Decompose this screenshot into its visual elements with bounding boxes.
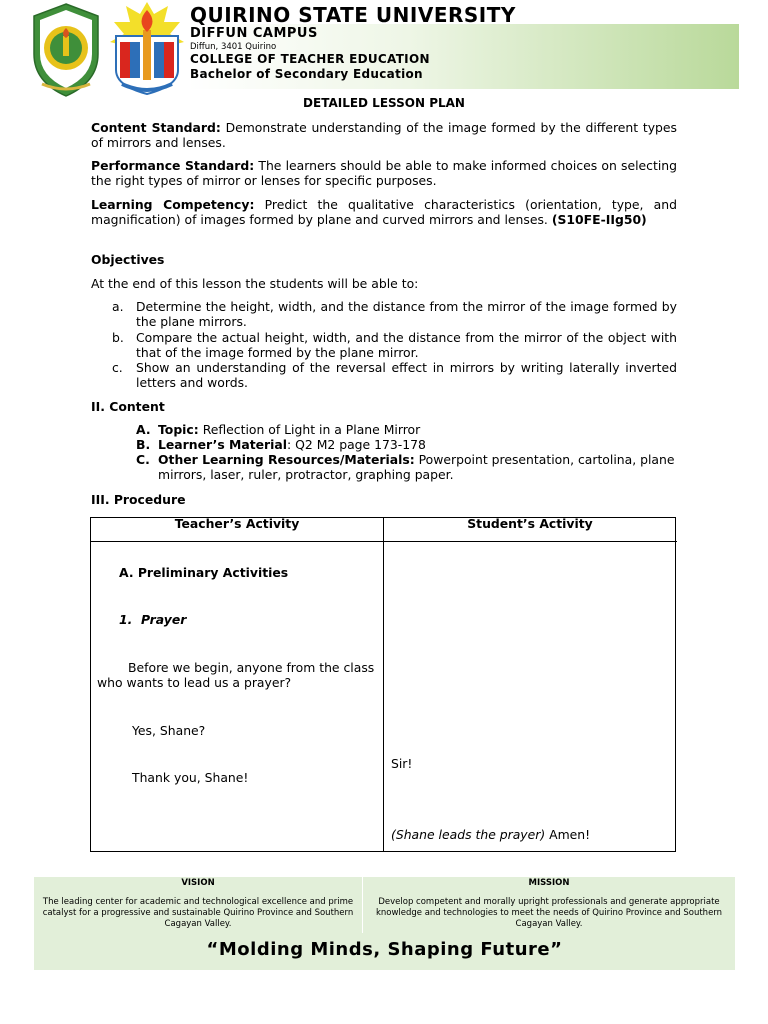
prayer-heading — [119, 612, 186, 627]
objective-text: Compare the actual height, width, and the distance from the mirror of the object with that of the image formed by the plane mirror. — [136, 330, 677, 360]
content-item-text: : Q2 M2 page 173-178 — [287, 437, 426, 452]
college-name: COLLEGE OF TEACHER EDUCATION — [190, 52, 430, 66]
learning-competency — [91, 197, 677, 227]
teacher-prompt: Yes, Shane? — [132, 723, 206, 738]
page-title: DETAILED LESSON PLAN — [303, 96, 465, 110]
performance-standard-text: The learners should be able to make informed choices on selecting the right types of mirror or lenses for specific purposes. — [91, 158, 677, 188]
student-action: (Shane leads the prayer) — [391, 827, 546, 842]
prayer-number: 1. — [119, 612, 133, 627]
content-item-text: Powerpoint presentation, cartolina, plane mirrors, laser, ruler, protractor, graphing paper. — [158, 452, 675, 482]
student-response: Sir! — [391, 756, 413, 771]
campus-name: DIFFUN CAMPUS — [190, 26, 318, 41]
mission-heading: MISSION — [528, 878, 570, 888]
content-item — [136, 437, 677, 452]
university-seal-logo — [28, 2, 104, 98]
preliminary-activities-heading: A. Preliminary Activities — [119, 565, 289, 580]
learning-competency-text: Predict the qualitative characteristics (orientation, type, and magnification) of images formed by plane and curved mirrors and lenses. — [91, 197, 677, 227]
teacher-prompt: Before we begin, anyone from the class who wants to lead us a prayer? — [97, 660, 375, 690]
objective-text: Show an understanding of the reversal effect in mirrors by writing laterally inverted letters and words. — [136, 360, 677, 390]
motto: “Molding Minds, Shaping Future” — [206, 939, 563, 960]
vision-heading: VISION — [181, 878, 215, 888]
university-name: QUIRINO STATE UNIVERSITY — [190, 3, 516, 27]
campus-address: Diffun, 3401 Quirino — [190, 42, 277, 52]
performance-standard-label: Performance Standard: — [91, 158, 255, 173]
student-response-text: Amen! — [549, 827, 591, 842]
vision-text: The leading center for academic and technological excellence and prime catalyst for a progressive and sustainable Quirino Province and Southern Cagayan Valley. — [42, 897, 354, 929]
content-standard-label: Content Standard: — [91, 120, 221, 135]
content-item — [136, 452, 677, 482]
content-item-letter: B. — [136, 437, 151, 452]
procedure-heading: III. Procedure — [91, 492, 186, 507]
objective-item — [112, 360, 677, 390]
objective-item — [112, 299, 677, 329]
content-item-label: Learner’s Material — [158, 437, 288, 452]
teacher-prompt: Thank you, Shane! — [132, 770, 249, 785]
content-item-label: Topic: — [158, 422, 199, 437]
table-column-divider — [383, 517, 384, 852]
content-item-label: Other Learning Resources/Materials: — [158, 452, 415, 467]
content-standard-text: Demonstrate understanding of the image formed by the different types of mirrors and lenses. — [91, 120, 677, 150]
student-activity-header: Student’s Activity — [467, 516, 593, 531]
learning-competency-code: (S10FE-IIg50) — [551, 212, 647, 227]
content-standard — [91, 120, 677, 150]
prayer-label: Prayer — [140, 612, 187, 627]
learning-competency-label: Learning Competency: — [91, 197, 255, 212]
content-item-text: Reflection of Light in a Plane Mirror — [202, 422, 421, 437]
college-torch-logo — [106, 0, 188, 98]
objectives-intro: At the end of this lesson the students will be able to: — [91, 276, 419, 291]
content-heading: II. Content — [91, 399, 165, 414]
objective-letter: c. — [112, 360, 123, 375]
content-item-letter: C. — [136, 452, 150, 467]
content-item-letter: A. — [136, 422, 151, 437]
performance-standard — [91, 158, 677, 188]
objective-letter: b. — [112, 330, 124, 345]
table-header-divider — [90, 541, 677, 542]
objective-letter: a. — [112, 299, 124, 314]
objective-text: Determine the height, width, and the distance from the mirror of the image formed by the plane mirrors. — [136, 299, 677, 329]
program-name: Bachelor of Secondary Education — [190, 67, 423, 81]
mission-text: Develop competent and morally upright professionals and generate appropriate knowledge and technologies to meet the needs of Quirino Province and Southern Cagayan Valley. — [375, 897, 723, 929]
objectives-heading: Objectives — [91, 252, 165, 267]
student-response — [391, 827, 590, 842]
objective-item — [112, 330, 677, 360]
teacher-activity-header: Teacher’s Activity — [174, 516, 300, 531]
content-item — [136, 422, 677, 437]
